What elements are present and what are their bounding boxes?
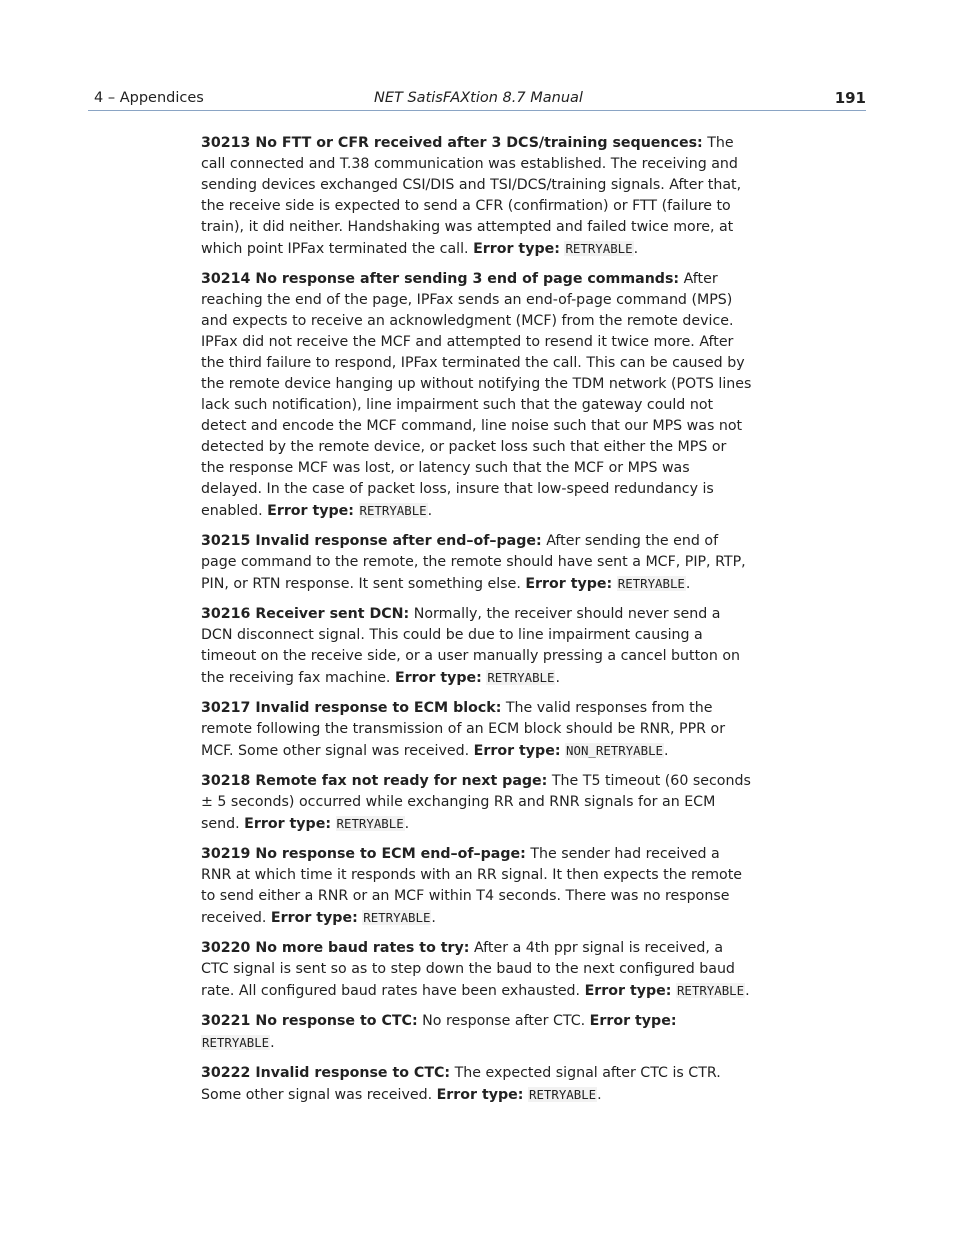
error-title: No response to ECM end–of–page: (255, 846, 526, 862)
error-code-list (201, 133, 753, 1115)
error-entry-30216: 30216 Receiver sent DCN: Normally, the receiver should never send a DCN disconnect signal. This could be due to line impairment causing a timeout on the receive side, or a user manually pressing a cancel button on the receiving fax machine. Error type: RETRYABLE. (201, 606, 741, 686)
page-number: 191 (834, 89, 866, 107)
error-code: 30217 (201, 700, 251, 716)
error-type-label: Error type: (270, 910, 358, 926)
error-code: 30218 (201, 773, 251, 789)
error-code: 30215 (201, 533, 251, 549)
error-description: The T5 timeout (60 seconds ± 5 seconds) occurred while exchanging RR and RNR signals for an ECM send. (201, 773, 751, 832)
error-title: No response to CTC: (255, 1013, 418, 1029)
error-type-value: RETRYABLE (359, 503, 427, 518)
error-type-value: RETRYABLE (487, 670, 555, 685)
error-title: Invalid response to CTC: (255, 1065, 451, 1081)
error-code: 30222 (201, 1065, 251, 1081)
error-type-label: Error type: (473, 241, 560, 257)
error-type-value: RETRYABLE (617, 576, 685, 591)
error-description: After a 4th ppr signal is received, a CTC signal is sent so as to step down the baud to the next configured baud rate. All configured baud rates have been exhausted. (201, 940, 735, 999)
error-entry-30215: 30215 Invalid response after end–of–page: After sending the end of page command to the remote, the remote should have sent a MCF, PIP, RTP, PIN, or RTN response. It sent something else. Error type: RETRYABLE. (201, 533, 746, 592)
error-description: Normally, the receiver should never send a DCN disconnect signal. This could be due to line impairment causing a timeout on the receive side, or a user manually pressing a cancel button on the receiving fax machine. (201, 606, 741, 686)
error-type-label: Error type: (584, 983, 672, 999)
error-type-value: RETRYABLE (202, 1035, 270, 1050)
error-code: 30216 (201, 606, 251, 622)
error-entry-30220: 30220 No more baud rates to try: After a 4th ppr signal is received, a CTC signal is sent so as to step down the baud to the next configured baud rate. All configured baud rates have been exhausted. Error type: RETRYABLE. (201, 940, 750, 999)
page-header (88, 88, 866, 111)
error-entry-30221: 30221 No response to CTC: No response after CTC. Error type: RETRYABLE. (201, 1013, 677, 1051)
error-type-label: Error type: (525, 576, 613, 592)
error-code: 30213 (201, 135, 251, 151)
error-type-value: RETRYABLE (336, 816, 404, 831)
error-title: No more baud rates to try: (255, 940, 470, 956)
error-entry-30214: 30214 No response after sending 3 end of page commands: After reaching the end of the page, IPFax sends an end-of-page command (MPS) and expects to receive an acknowledgment (MCF) from the remote device. IPFax did not receive the MCF and attempted to resend it twice more. After the third failure to respond, IPFax terminated the call. This can be caused by the remote device hanging up without notifying the TDM network (POTS lines lack such notification), line impairment such that the gateway could not detect and encode the MCF command, line noise such that our MPS was not detected by the remote device, or packet loss such that either the MPS or the response MCF was lost, or latency such that the MCF or MPS was delayed. In the case of packet loss, insure that low-speed redundancy is enabled. Error type: RETRYABLE. (201, 271, 752, 519)
error-title: No response after sending 3 end of page commands: (255, 271, 680, 287)
error-entry-30219: 30219 No response to ECM end–of–page: The sender had received a RNR at which time it responds with an RR signal. It then expects the remote to send either a RNR or an MCF within T4 seconds. There was no response received. Error type: RETRYABLE. (201, 846, 743, 926)
error-title: Invalid response to ECM block: (255, 700, 502, 716)
error-entry-30218: 30218 Remote fax not ready for next page: The T5 timeout (60 seconds ± 5 seconds) occurred while exchanging RR and RNR signals for an ECM send. Error type: RETRYABLE. (201, 773, 751, 832)
error-description: The sender had received a RNR at which time it responds with an RR signal. It then expects the remote to send either a RNR or an MCF within T4 seconds. There was no response received. (201, 846, 743, 926)
error-code: 30219 (201, 846, 251, 862)
error-title: Remote fax not ready for next page: (255, 773, 548, 789)
error-type-label: Error type: (436, 1087, 524, 1103)
error-type-label: Error type: (473, 743, 561, 759)
error-title: Receiver sent DCN: (255, 606, 410, 622)
error-code: 30220 (201, 940, 251, 956)
header-section: 4 – Appendices (94, 90, 204, 106)
error-type-label: Error type: (244, 816, 332, 832)
error-type-value: RETRYABLE (528, 1087, 597, 1102)
error-entry-30217: 30217 Invalid response to ECM block: The valid responses from the remote following the transmission of an ECM block should be RNR, PPR or MCF. Some other signal was received. Error type: NON_RETRYABLE. (201, 700, 726, 759)
error-type-value: RETRYABLE (363, 910, 431, 925)
error-title: No FTT or CFR received after 3 DCS/training sequences: (255, 135, 703, 151)
error-code: 30214 (201, 271, 251, 287)
error-type-value: NON_RETRYABLE (566, 743, 664, 758)
error-code: 30221 (201, 1013, 251, 1029)
error-description: The call connected and T.38 communication was established. The receiving and sending devices exchanged CSI/DIS and TSI/DCS/training signals. After that, the receive side is expected to send a CFR (confirmation) or FTT (failure to train), it did neither. Handshaking was attempted and failed twice more, at which point IPFax terminated the call. (201, 135, 742, 257)
error-entry-30213: 30213 No FTT or CFR received after 3 DCS/training sequences: The call connected and T.38 communication was established. The receiving and sending devices exchanged CSI/DIS and TSI/DCS/training signals. After that, the receive side is expected to send a CFR (confirmation) or FTT (failure to train), it did neither. Handshaking was attempted and failed twice more, at which point IPFax terminated the call. Error type: RETRYABLE. (201, 135, 742, 257)
error-description: After sending the end of page command to the remote, the remote should have sent a MCF, PIP, RTP, PIN, or RTN response. It sent something else. (201, 533, 746, 592)
error-type-label: Error type: (394, 670, 482, 686)
error-title: Invalid response after end–of–page: (255, 533, 542, 549)
error-type-label: Error type: (267, 503, 354, 519)
error-type-value: RETRYABLE (565, 241, 633, 256)
error-description: The expected signal after CTC is CTR. Some other signal was received. (201, 1065, 721, 1103)
header-manual-title: NET SatisFAXtion 8.7 Manual (374, 90, 583, 106)
error-description: After reaching the end of the page, IPFax sends an end-of-page command (MPS) and expects to receive an acknowledgment (MCF) from the remote device. IPFax did not receive the MCF and attempted to resend it twice more. After the third failure to respond, IPFax terminated the call. This can be caused by the remote device hanging up without notifying the TDM network (POTS lines lack such notification), line impairment such that the gateway could not detect and encode the MCF command, line noise such that our MPS was not detected by the remote device, or packet loss such that either the MPS or the response MCF was lost, or latency such that the MCF or MPS was delayed. In the case of packet loss, insure that low-speed redundancy is enabled. (201, 271, 752, 519)
error-type-value: RETRYABLE (676, 983, 745, 998)
error-entry-30222: 30222 Invalid response to CTC: The expected signal after CTC is CTR. Some other signal was received. Error type: RETRYABLE. (201, 1065, 721, 1103)
error-description: No response after CTC. (422, 1013, 586, 1029)
error-description: The valid responses from the remote following the transmission of an ECM block should be RNR, PPR or MCF. Some other signal was received. (201, 700, 726, 759)
error-type-label: Error type: (589, 1013, 677, 1029)
